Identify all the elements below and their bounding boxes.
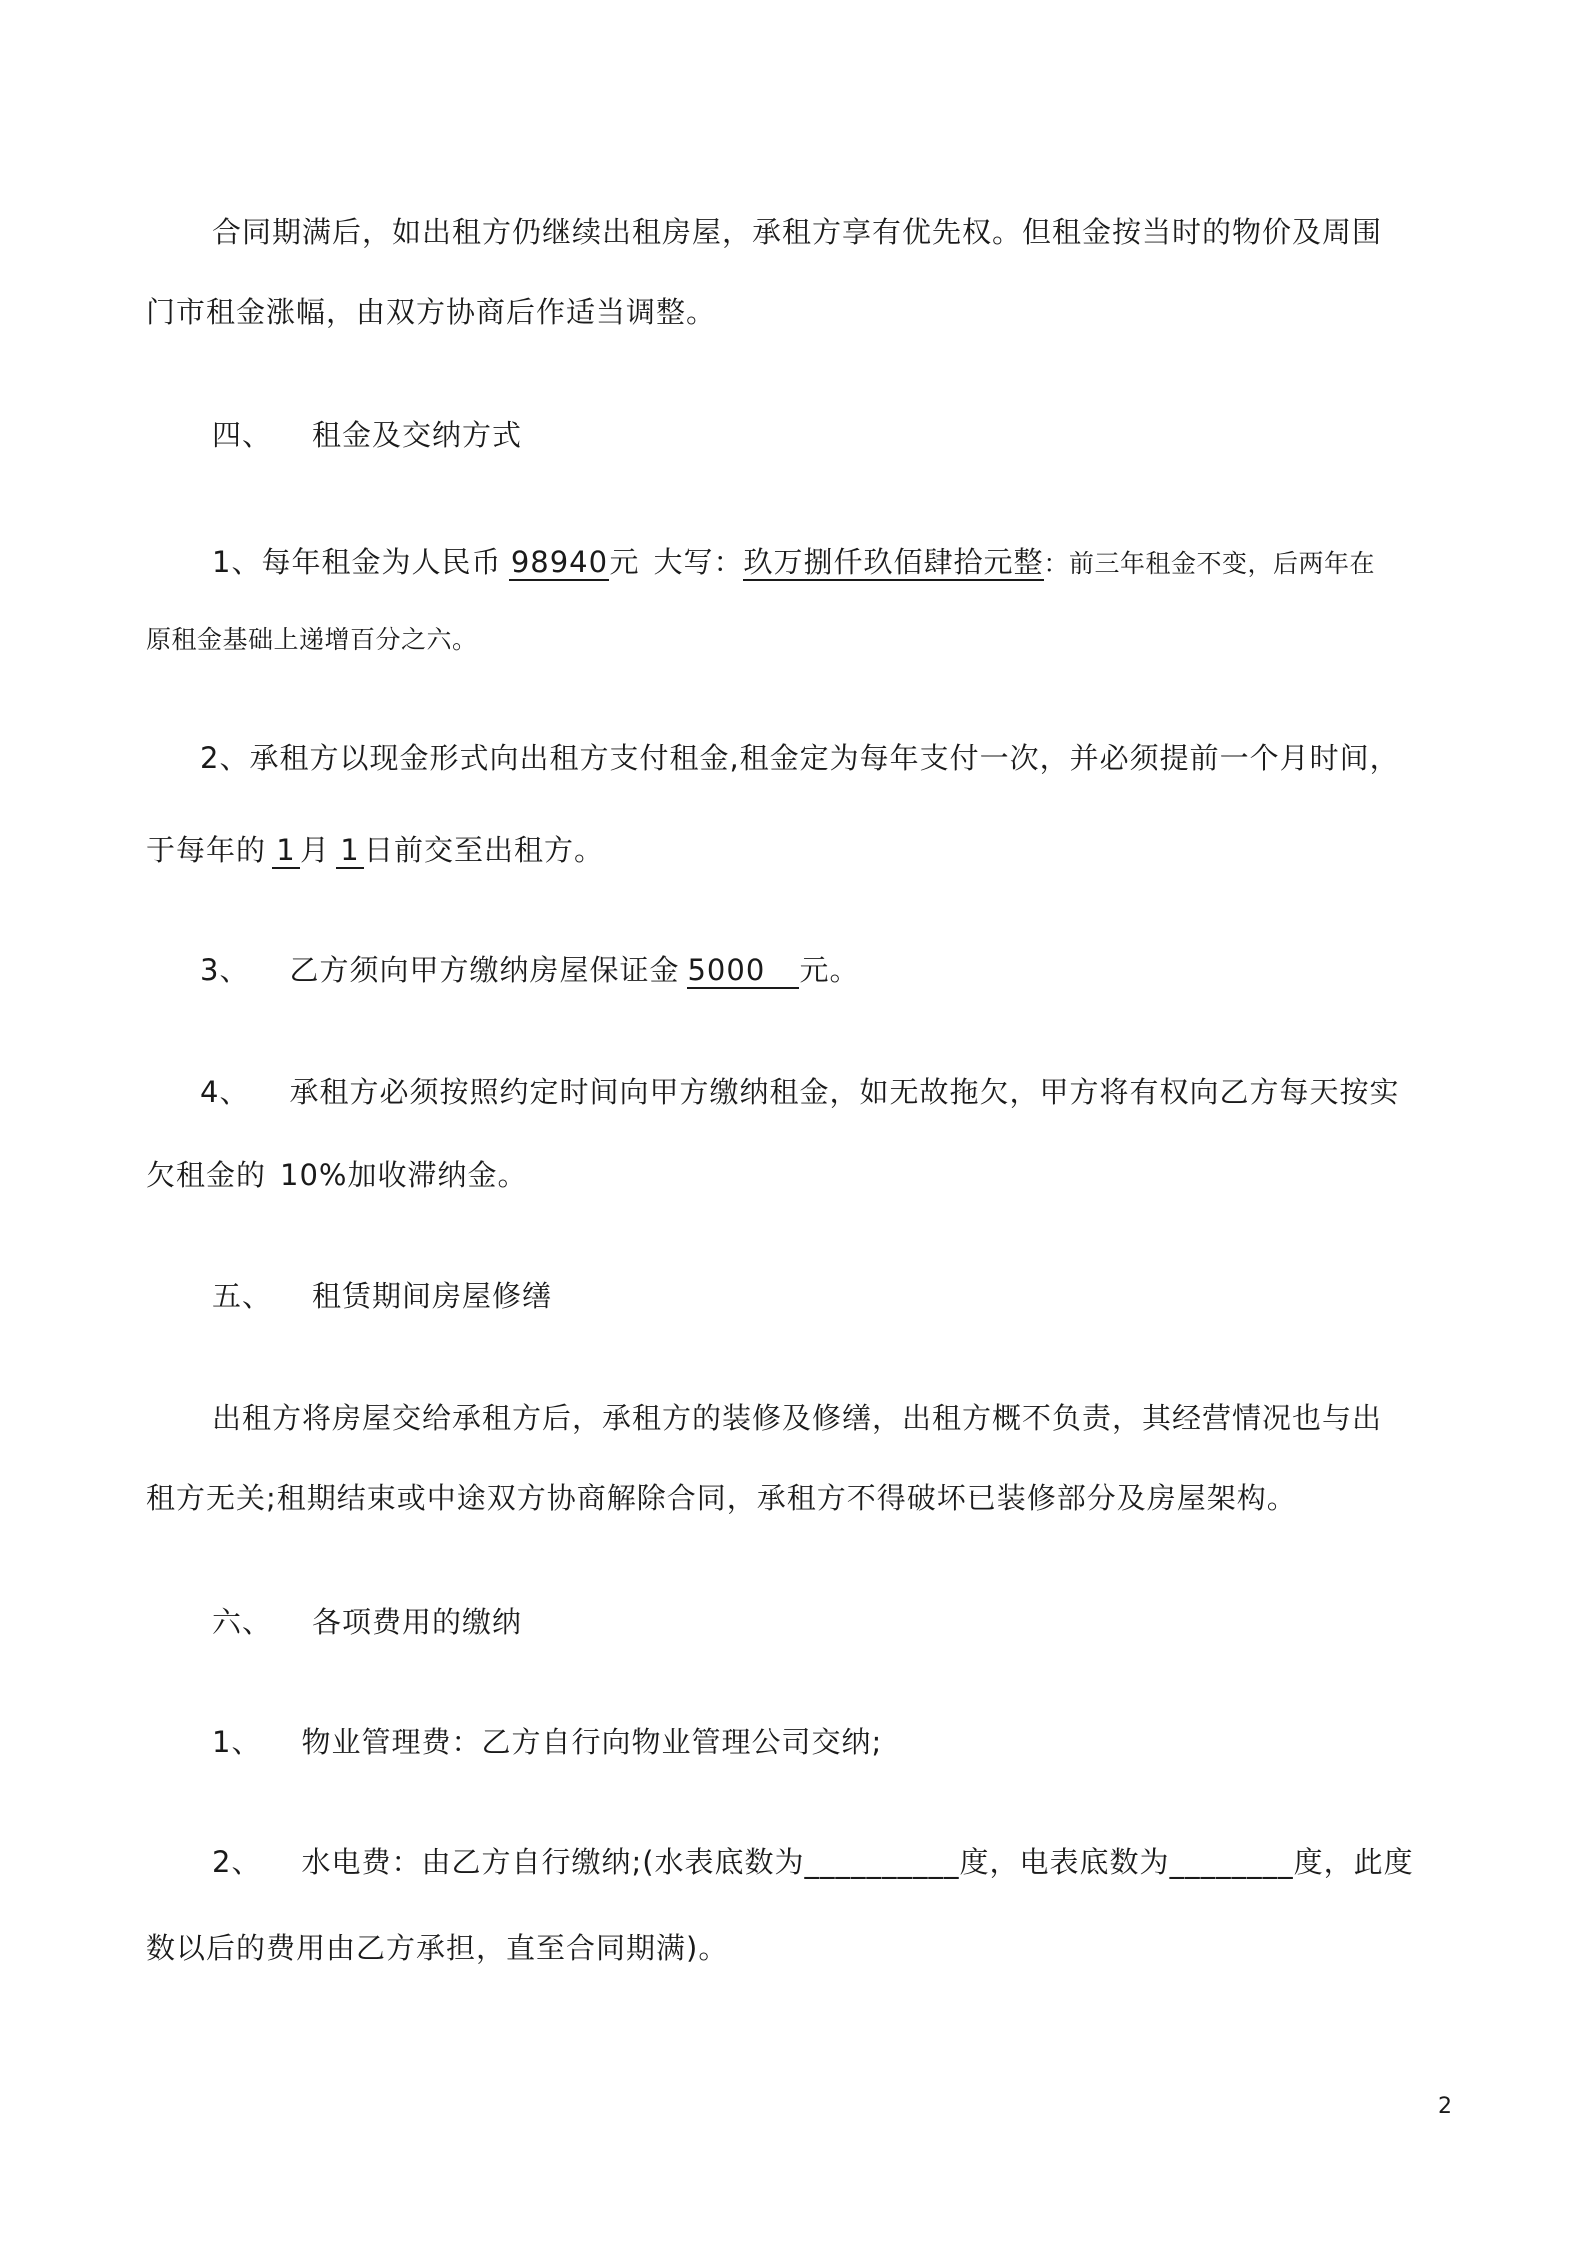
section-4-heading xyxy=(212,415,522,455)
late-fee-prefix: 欠租金的 xyxy=(146,1158,267,1192)
rent-suffix: ：前三年租金不变，后两年在 xyxy=(1043,549,1376,578)
section-6-item-2-line-1 xyxy=(212,1842,1414,1882)
item-3-number: 3、 xyxy=(200,953,250,987)
section-6-item-1-number: 1、 xyxy=(212,1725,262,1759)
payment-date-suffix: 日前交至出租方。 xyxy=(364,833,605,867)
utilities-mid: 度，电表底数为 xyxy=(959,1845,1170,1879)
section-4-item-2-line-2 xyxy=(146,830,604,870)
payment-date-prefix: 于每年的 xyxy=(146,833,267,867)
daxie-label: 大写： xyxy=(653,545,744,579)
section-5-line-2: 租方无关;租期结束或中途双方协商解除合同，承租方不得破坏已装修部分及房屋架构。 xyxy=(146,1481,1297,1515)
month-label: 月 xyxy=(300,833,331,867)
section-6-item-1 xyxy=(212,1722,882,1762)
section-4-item-4-line-1 xyxy=(200,1072,1399,1112)
section-4-item-1-line-1 xyxy=(212,542,1375,584)
payment-month: 1 xyxy=(272,833,300,869)
section-4-number: 四、 xyxy=(212,418,273,452)
section-6-title: 各项费用的缴纳 xyxy=(312,1605,523,1639)
section-4-item-3 xyxy=(200,950,859,990)
renewal-paragraph-line-1: 合同期满后，如出租方仍继续出租房屋，承租方享有优先权。但租金按当时的物价及周围 xyxy=(212,215,1383,249)
renewal-paragraph-line-2: 门市租金涨幅，由双方协商后作适当调整。 xyxy=(146,295,717,329)
section-6-item-2-number: 2、 xyxy=(212,1845,262,1879)
section-6-item-2-line-2: 数以后的费用由乙方承担，直至合同期满)。 xyxy=(146,1931,729,1965)
item-4-number: 4、 xyxy=(200,1075,250,1109)
section-4-item-2-line-1: 2、承租方以现金形式向出租方支付租金,租金定为每年支付一次，并必须提前一个月时间， xyxy=(200,741,1400,775)
section-4-title: 租金及交纳方式 xyxy=(312,418,523,452)
property-fee-text: 物业管理费：乙方自行向物业管理公司交纳; xyxy=(301,1725,883,1759)
late-payment-text: 承租方必须按照约定时间向甲方缴纳租金，如无故拖欠，甲方将有权向乙方每天按实 xyxy=(289,1075,1400,1109)
section-5-title: 租赁期间房屋修缮 xyxy=(312,1279,553,1313)
section-4-item-1-line-2: 原租金基础上递增百分之六。 xyxy=(146,625,478,654)
late-fee-rate: 10%加收滞纳金。 xyxy=(280,1158,528,1192)
power-meter-blank: ________ xyxy=(1169,1845,1294,1879)
page-number: 2 xyxy=(1438,2094,1452,2119)
annual-rent-amount: 98940 xyxy=(510,545,609,579)
deposit-unit: 元。 xyxy=(799,953,860,987)
utilities-prefix: 水电费：由乙方自行缴纳;(水表底数为 xyxy=(301,1845,805,1879)
utilities-suffix: 度，此度 xyxy=(1293,1845,1414,1879)
deposit-text: 乙方须向甲方缴纳房屋保证金 xyxy=(289,953,680,987)
deposit-amount: 5000 xyxy=(687,953,799,989)
rent-unit: 元 xyxy=(609,545,640,579)
water-meter-blank: __________ xyxy=(804,1845,960,1879)
section-6-number: 六、 xyxy=(212,1605,273,1639)
section-5-number: 五、 xyxy=(212,1279,273,1313)
rent-prefix: 1、每年租金为人民币 xyxy=(212,545,502,579)
section-4-item-4-line-2 xyxy=(146,1155,527,1195)
rent-amount-in-words: 玖万捌仟玖佰肆拾元整 xyxy=(743,545,1044,579)
section-5-heading xyxy=(212,1276,552,1316)
payment-day: 1 xyxy=(336,833,364,869)
section-5-line-1: 出租方将房屋交给承租方后，承租方的装修及修缮，出租方概不负责，其经营情况也与出 xyxy=(212,1401,1383,1435)
section-6-heading xyxy=(212,1602,522,1642)
